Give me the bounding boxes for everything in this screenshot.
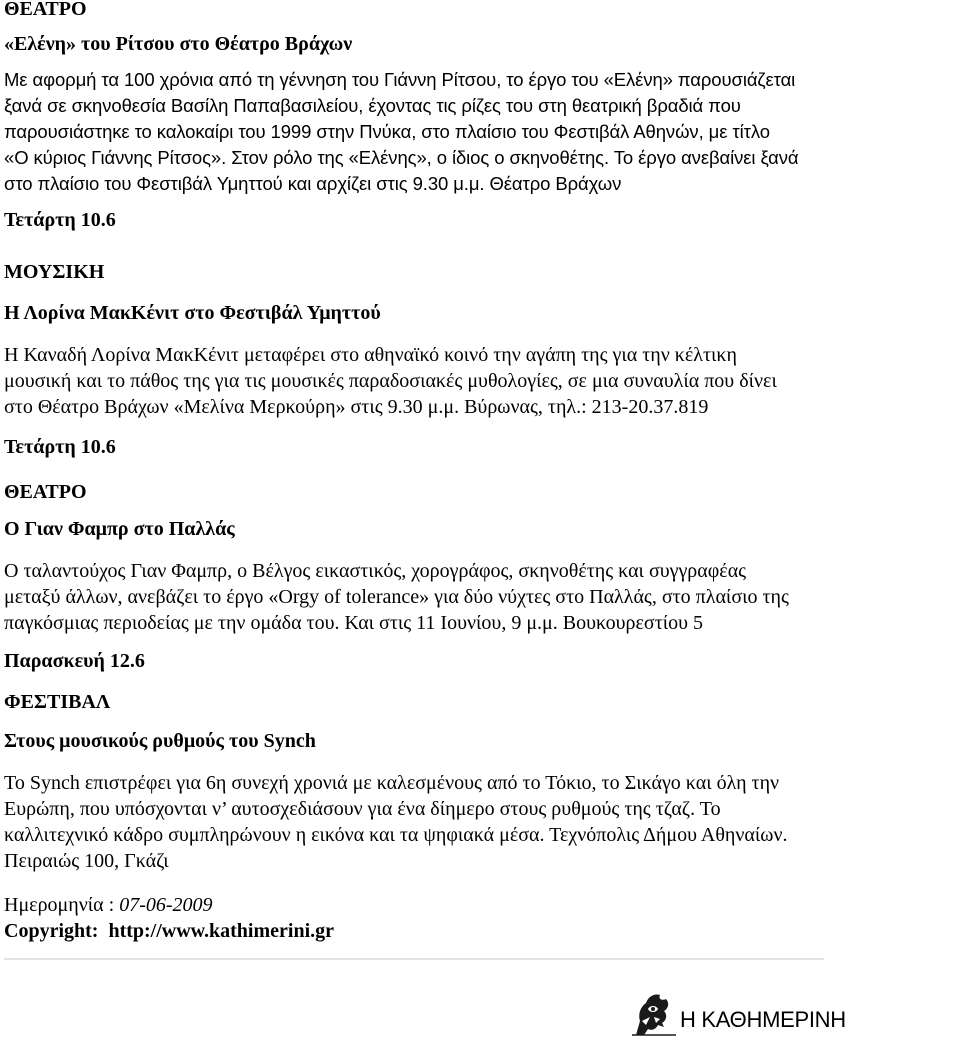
article-body-line: Η Καναδή Λορίνα ΜακΚένιτ μεταφέρει στο αθηναϊκό κοινό την αγάπη της για την κέλτικη [4, 344, 737, 366]
article-1 [4, 0, 960, 233]
article-body [4, 67, 960, 197]
publication-date [4, 892, 960, 918]
article-title: Η Λορίνα ΜακΚένιτ στο Φεστιβάλ Υμηττού [4, 302, 381, 324]
article-body-line: καλλιτεχνικό κάδρο συμπληρώνουν η εικόνα και τα ψηφιακά μέσα. Τεχνόπολις Δήμου Αθηναίων. [4, 824, 788, 846]
kathimerini-logo [630, 990, 956, 1038]
article-body-line: μουσική και το πάθος της για τις μουσικές παραδοσιακές μυθολογίες, σε μια συναυλία που δίνει [4, 370, 777, 392]
divider [4, 958, 824, 960]
article-body-line: στο πλαίσιο του Φεστιβάλ Υμηττού και αρχίζει στις 9.30 μ.μ. Θέατρο Βράχων [4, 173, 622, 194]
article-body-line: Το Synch επιστρέφει για 6η συνεχή χρονιά με καλεσμένους από το Τόκιο, το Σικάγο και όλη την [4, 772, 780, 794]
date-value: 07-06-2009 [119, 894, 213, 916]
logo-text: Η ΚΑΘΗΜΕΡΙΝΗ [680, 1007, 846, 1032]
copyright-line [4, 918, 960, 944]
article-body [4, 558, 960, 636]
article-body-line: μεταξύ άλλων, ανεβάζει το έργο «Orgy of tolerance» για δύο νύχτες στο Παλλάς, στο πλαίσιο της [4, 586, 789, 608]
article-body-line: Πειραιώς 100, Γκάζι [4, 850, 169, 872]
article-category: ΘΕΑΤΡΟ [4, 0, 87, 20]
article-body-line: στο Θέατρο Βράχων «Μελίνα Μερκούρη» στις 9.30 μ.μ. Βύρωνας, τηλ.: 213-20.37.819 [4, 396, 709, 418]
article-category: ΘΕΑΤΡΟ [4, 481, 87, 503]
article-date: Τετάρτη 10.6 [4, 209, 116, 231]
article-body [4, 770, 960, 874]
article-3 [4, 480, 960, 674]
article-date: Τετάρτη 10.6 [4, 436, 116, 458]
article-4 [4, 690, 960, 874]
article-category: ΜΟΥΣΙΚΗ [4, 261, 105, 283]
article-title: Στους μουσικούς ρυθμούς του Synch [4, 730, 316, 752]
article-body-line: Με αφορμή τα 100 χρόνια από τη γέννηση του Γιάννη Ρίτσου, το έργο του «Ελένη» παρουσιάζεται [4, 69, 796, 90]
article-body-line: Ο ταλαντούχος Γιαν Φαμπρ, ο Βέλγος εικαστικός, χορογράφος, σκηνοθέτης και συγγραφέας [4, 560, 747, 582]
article-footer [4, 892, 960, 944]
article-title: Ο Γιαν Φαμπρ στο Παλλάς [4, 518, 235, 540]
article-body-line: Ευρώπη, που υπόσχονται ν’ αυτοσχεδιάσουν για ένα δίημερο στους ρυθμούς της τζαζ. Το [4, 798, 721, 820]
copyright-url[interactable]: http://www.kathimerini.gr [108, 920, 335, 942]
article-body-line: «Ο κύριος Γιάννης Ρίτσος». Στον ρόλο της «Ελένης», ο ίδιος ο σκηνοθέτης. Το έργο ανεβαίνει ξανά [4, 147, 799, 168]
article-title: «Ελένη» του Ρίτσου στο Θέατρο Βράχων [4, 33, 353, 55]
kathimerini-owl-logo-icon [630, 991, 678, 1037]
article-body-line: παρουσιάστηκε το καλοκαίρι του 1999 στην Πνύκα, στο πλαίσιο του Φεστιβάλ Αθηνών, με τίτλο [4, 121, 770, 142]
date-label: Ημερομηνία : [4, 894, 120, 916]
copyright-label: Copyright: [4, 920, 99, 942]
article-category: ΦΕΣΤΙΒΑΛ [4, 691, 111, 713]
article-2 [4, 260, 960, 460]
article-date: Παρασκευή 12.6 [4, 650, 145, 672]
article-body [4, 342, 960, 420]
article-body-line: παγκόσμιας περιοδείας με την ομάδα του. Και στις 11 Ιουνίου, 9 μ.μ. Βουκουρεστίου 5 [4, 612, 704, 634]
article-body-line: ξανά σε σκηνοθεσία Βασίλη Παπαβασιλείου, έχοντας τις ρίζες του στη θεατρική βραδιά που [4, 95, 741, 116]
